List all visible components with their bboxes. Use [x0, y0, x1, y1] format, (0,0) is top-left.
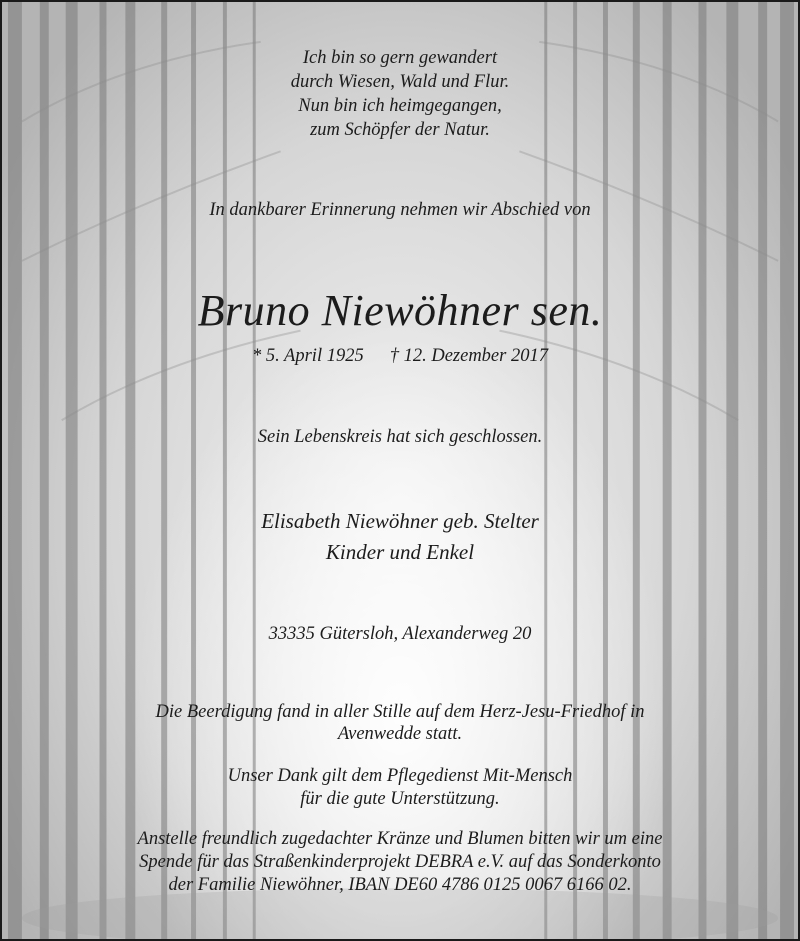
closing-line	[2, 425, 798, 449]
deceased-name-text: Bruno Niewöhner sen.	[197, 286, 603, 335]
life-dates	[2, 344, 798, 368]
poem	[2, 46, 798, 142]
poem-line: Ich bin so gern gewandert	[302, 48, 498, 68]
mourner-line: Elisabeth Niewöhner geb. Stelter	[261, 509, 539, 533]
address	[2, 622, 798, 646]
donation-line: der Familie Niewöhner, IBAN DE60 4786 0125 0067 6166 02.	[168, 875, 632, 895]
poem-line: Nun bin ich heimgegangen,	[298, 96, 502, 116]
notice-text	[2, 2, 798, 939]
intro-line: In dankbarer Erinnerung nehmen wir Abschied von	[209, 200, 591, 220]
address-text: 33335 Gütersloh, Alexanderweg 20	[268, 624, 532, 644]
closing-text: Sein Lebenskreis hat sich geschlossen.	[257, 427, 543, 447]
birth-date: * 5. April 1925	[252, 346, 364, 366]
funeral-line: Die Beerdigung fand in aller Stille auf dem Herz-Jesu-Friedhof in	[155, 702, 645, 722]
death-date: † 12. Dezember 2017	[389, 346, 548, 366]
thanks-note	[2, 765, 798, 811]
donation-line: Spende für das Straßenkinderprojekt DEBRA e.V. auf das Sonderkonto	[139, 852, 661, 872]
thanks-line: Unser Dank gilt dem Pflegedienst Mit-Mensch	[227, 766, 573, 786]
funeral-line: Avenwedde statt.	[337, 724, 463, 744]
intro-text	[2, 198, 798, 222]
deceased-name	[2, 284, 798, 338]
donation-note	[2, 828, 798, 897]
poem-line: durch Wiesen, Wald und Flur.	[290, 72, 510, 92]
donation-line: Anstelle freundlich zugedachter Kränze und Blumen bitten wir um eine	[137, 829, 663, 849]
mourners	[2, 506, 798, 568]
funeral-note	[2, 701, 798, 745]
mourner-line: Kinder und Enkel	[325, 540, 475, 564]
thanks-line: für die gute Unterstützung.	[300, 789, 500, 809]
poem-line: zum Schöpfer der Natur.	[310, 120, 490, 140]
